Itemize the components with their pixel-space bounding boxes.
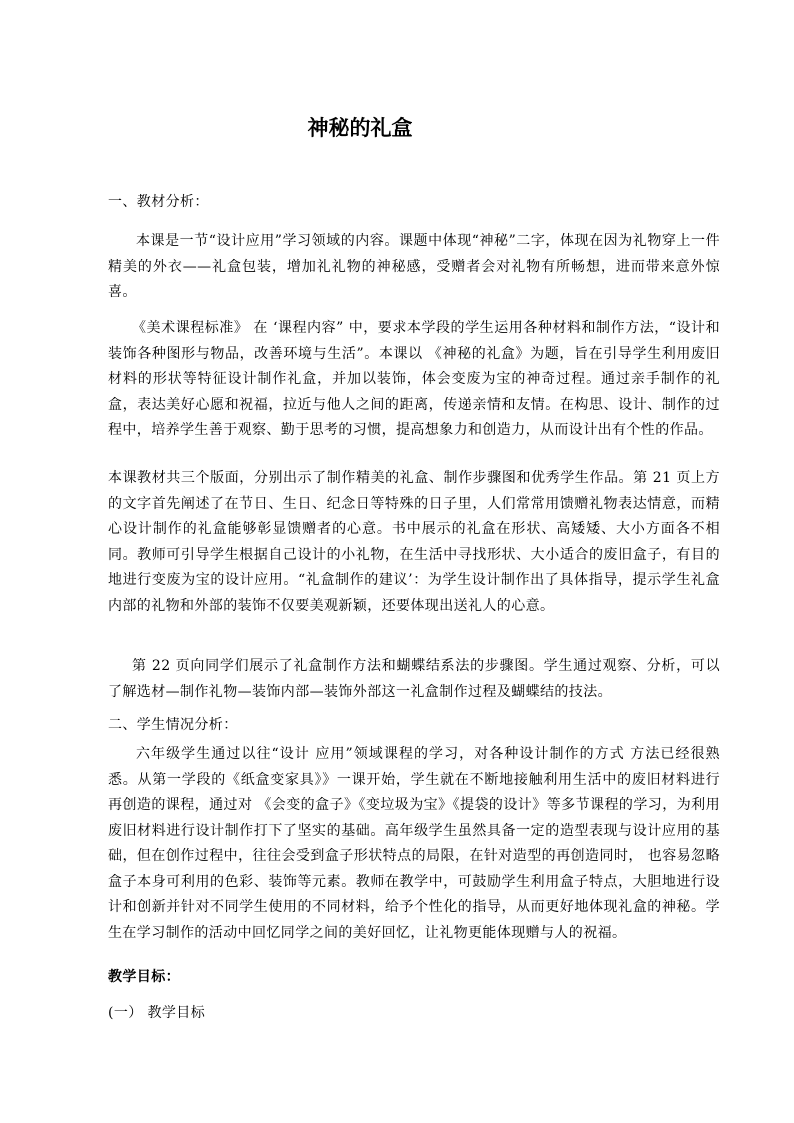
paragraph-student-analysis: 六年级学生通过以往“设计 应用”领域课程的学习，对各种设计制作的方式 方法已经很熟悉。从第一学段的《纸盒变家具》》一课开始，学生就在不断地接触利用生活中的废旧材料进行再创造的课程，通过对 《会变的盒子》《变垃圾为宝》《提袋的设计》等多节课程的学习，为利用废旧材料进行设计制作打下了坚实的基础。高年级学生虽然具备一定的造型表现与设计应用的基础，但在创作过程中，往往会受到盒子形状特点的局限，在针对造型的再创造同时， 也容易忽略盒子本身可利用的色彩、装饰等元素。教师在教学中，可鼓励学生利用盒子特点，大胆地进行设计和创新并针对不同学生使用的不同材料，给予个性化的指导，从而更好地体现礼盒的神秘。学生在学习制作的活动中回忆同学之间的美好回忆，让礼物更能体现赠与人的祝福。 <box>108 746 720 941</box>
section-heading-teaching-goals: 教学目标： <box>108 969 180 985</box>
section-heading-textbook-analysis: 一、教材分析： <box>108 194 209 210</box>
paragraph-page22: 第 22 页向同学们展示了礼盒制作方法和蝴蝶结系法的步骤图。学生通过观察、分析，可以了解选材—制作礼物—装饰内部—装饰外部这一礼盒制作过程及蝴蝶结的技法。 <box>108 658 720 700</box>
paragraph-textbook-layout: 本课教材共三个版面，分别出示了制作精美的礼盒、制作步骤图和优秀学生作品。第 21 页上方的文字首先阐述了在节日、生日、纪念日等特殊的日子里，人们常常用馈赠礼物表达情意，而精心设计制作的礼盒能够彰显馈赠者的心意。书中展示的礼盒在形状、高矮矮、大小方面各不相同。教师可引导学生根据自己设计的小礼物，在生活中寻找形状、大小适合的废旧盒子，有目的地进行变废为宝的设计应用。“礼盒制作的建议’：为学生设计制作出了具体指导，提示学生礼盒内部的礼物和外部的装饰不仅要美观新颖，还要体现出送礼人的心意。 <box>108 470 720 614</box>
document-title: 神秘的礼盒 <box>307 116 413 140</box>
paragraph-curriculum-standard: 《美术课程标准》 在 ‘课程内容” 中，要求本学段的学生运用各种材料和制作方法，“设计和装饰各种图形与物品，改善环境与生活”。本课以 《神秘的礼盒》为题，旨在引导学生利用废旧材料的形状等特征设计制作礼盒，并加以装饰，体会变废为宝的神奇过程。通过亲手制作的礼盒，表达美好心愿和祝福，拉近与他人之间的距离，传递亲情和友情。在构思、设计、制作的过程中，培养学生善于观察、勤于思考的习惯，提高想象力和创造力，从而设计出有个性的作品。 <box>108 320 720 438</box>
paragraph-intro: 本课是一节“设计应用”学习领域的内容。课题中体现“神秘”二字，体现在因为礼物穿上一件精美的外衣——礼盒包装，增加礼礼物的神秘感，受赠者会对礼物有所畅想，进而带来意外惊喜。 <box>108 233 720 300</box>
subheading-teaching-goals: (一） 教学目标 <box>108 1005 206 1021</box>
section-heading-student-analysis: 二、学生情况分析： <box>108 717 238 733</box>
